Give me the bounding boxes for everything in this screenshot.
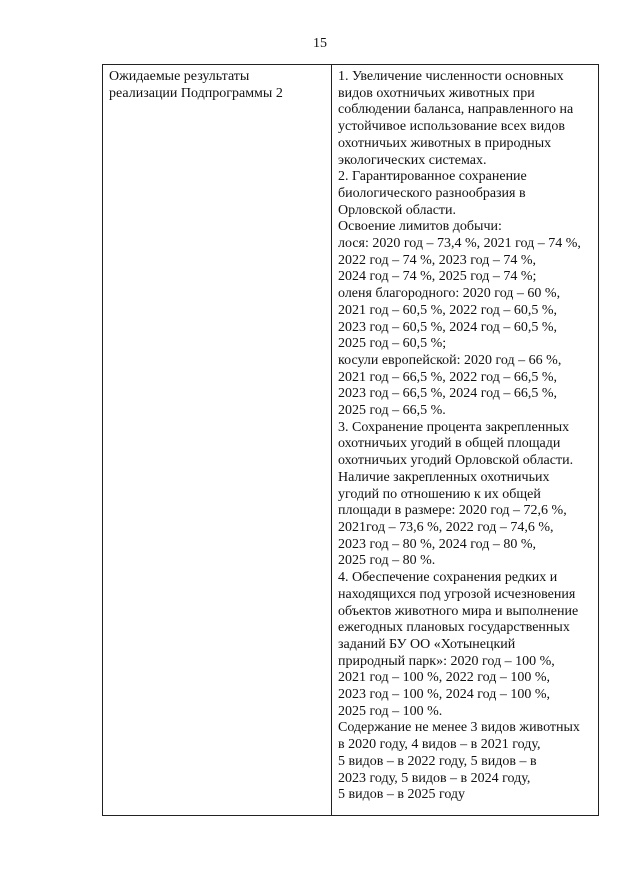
content-line: косули европейской: 2020 год – 66 %, bbox=[338, 352, 562, 368]
content-line: Наличие закрепленных охотничьих bbox=[338, 469, 550, 485]
content-line: охотничьих угодий в общей площади bbox=[338, 436, 561, 452]
content-line: 5 видов – в 2025 году bbox=[338, 787, 466, 803]
content-line: объектов животного мира и выполнение bbox=[338, 603, 579, 619]
content-line: заданий БУ ОО «Хотынецкий bbox=[338, 636, 516, 652]
content-line: 3. Сохранение процента закрепленных bbox=[338, 419, 570, 435]
content-line: видов охотничьих животных при bbox=[338, 85, 535, 101]
content-line: 2023 год – 66,5 %, 2024 год – 66,5 %, bbox=[338, 386, 558, 402]
content-line: находящихся под угрозой исчезновения bbox=[338, 586, 576, 602]
content-line: 2021год – 73,6 %, 2022 год – 74,6 %, bbox=[338, 519, 554, 535]
content-line: лося: 2020 год – 73,4 %, 2021 год – 74 %, bbox=[338, 236, 581, 252]
content-line: 2021 год – 60,5 %, 2022 год – 60,5 %, bbox=[338, 302, 558, 318]
content-line: 2023 год – 60,5 %, 2024 год – 60,5 %, bbox=[338, 319, 558, 335]
label-line: реализации Подпрограммы 2 bbox=[109, 85, 283, 101]
content-line: биологического разнообразия в bbox=[338, 185, 526, 201]
results-table bbox=[102, 64, 599, 816]
content-line: природный парк»: 2020 год – 100 %, bbox=[338, 653, 555, 669]
content-line: Содержание не менее 3 видов животных bbox=[338, 720, 580, 736]
content-line: 2021 год – 66,5 %, 2022 год – 66,5 %, bbox=[338, 369, 558, 385]
content-line: 1. Увеличение численности основных bbox=[338, 69, 564, 84]
content-line: угодий по отношению к их общей bbox=[338, 486, 541, 502]
content-line: 2025 год – 80 %. bbox=[338, 553, 436, 569]
content-line: Орловской области. bbox=[338, 202, 457, 218]
content-line: 2021 год – 100 %, 2022 год – 100 %, bbox=[338, 670, 551, 686]
content-cell bbox=[332, 65, 599, 816]
content-line: экологических системах. bbox=[338, 152, 487, 168]
content-line: 2025 год – 66,5 %. bbox=[338, 403, 446, 419]
content-line: Освоение лимитов добычи: bbox=[338, 219, 502, 235]
content-line: 2. Гарантированное сохранение bbox=[338, 169, 527, 185]
content-line: охотничьих угодий Орловской области. bbox=[338, 453, 574, 469]
content-line: 5 видов – в 2022 году, 5 видов – в bbox=[338, 753, 537, 769]
content-line: соблюдении баланса, направленного на bbox=[338, 102, 574, 118]
content-line: 2023 год – 100 %, 2024 год – 100 %, bbox=[338, 687, 551, 703]
content-line: 2022 год – 74 %, 2023 год – 74 %, bbox=[338, 252, 537, 268]
content-line: 2023 год – 80 %, 2024 год – 80 %, bbox=[338, 536, 537, 552]
content-line: ежегодных плановых государственных bbox=[338, 620, 570, 636]
content-line: 2025 год – 60,5 %; bbox=[338, 336, 447, 352]
content-line: 2023 году, 5 видов – в 2024 году, bbox=[338, 770, 531, 786]
content-line: в 2020 году, 4 видов – в 2021 году, bbox=[338, 737, 541, 753]
content-line: оленя благородного: 2020 год – 60 %, bbox=[338, 286, 561, 302]
table-row bbox=[103, 65, 599, 816]
content-line: площади в размере: 2020 год – 72,6 %, bbox=[338, 503, 567, 519]
content-line: охотничьих животных в природных bbox=[338, 135, 552, 151]
content-line: устойчивое использование всех видов bbox=[338, 119, 566, 135]
label-cell bbox=[103, 65, 332, 816]
content-line: 2024 год – 74 %, 2025 год – 74 %; bbox=[338, 269, 537, 285]
page-number: 15 bbox=[313, 36, 327, 51]
label-line: Ожидаемые результаты bbox=[109, 69, 250, 84]
content-line: 2025 год – 100 %. bbox=[338, 703, 443, 719]
content-line: 4. Обеспечение сохранения редких и bbox=[338, 570, 558, 586]
